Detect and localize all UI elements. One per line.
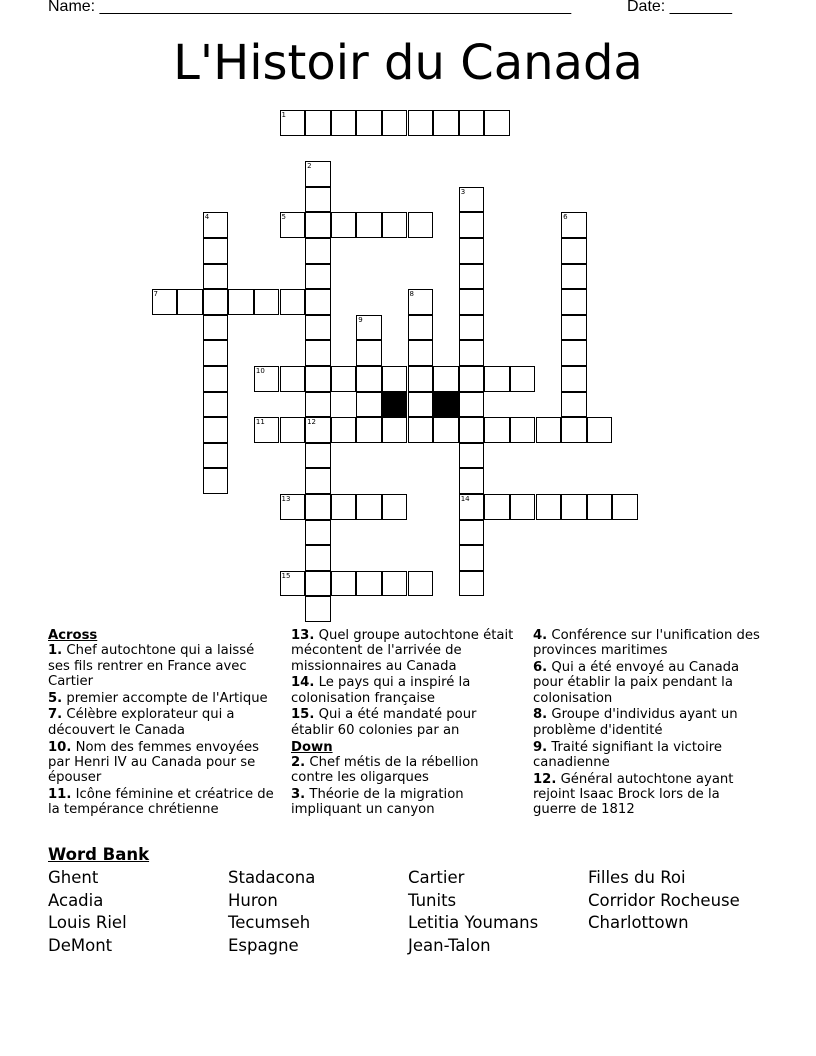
crossword-cell[interactable] — [305, 340, 331, 366]
crossword-cell[interactable] — [408, 315, 434, 341]
crossword-cell[interactable] — [203, 340, 229, 366]
crossword-cell[interactable] — [331, 110, 357, 136]
crossword-cell[interactable] — [331, 417, 357, 443]
crossword-cell[interactable] — [382, 366, 408, 392]
crossword-cell[interactable] — [356, 571, 382, 597]
crossword-cell[interactable] — [305, 596, 331, 622]
crossword-cell[interactable] — [561, 289, 587, 315]
crossword-cell[interactable] — [280, 289, 306, 315]
crossword-cell[interactable] — [356, 315, 382, 341]
crossword-cell[interactable] — [484, 110, 510, 136]
crossword-cell[interactable] — [433, 110, 459, 136]
crossword-cell[interactable] — [408, 392, 434, 418]
crossword-cell[interactable] — [459, 417, 485, 443]
crossword-cell[interactable] — [331, 571, 357, 597]
date-field-label: Date: _______ — [627, 0, 732, 15]
crossword-cell[interactable] — [382, 212, 408, 238]
word-bank-title: Word Bank — [48, 845, 150, 864]
crossword-cell[interactable] — [459, 571, 485, 597]
crossword-cell[interactable] — [356, 110, 382, 136]
word-bank-item: Stadacona — [228, 868, 316, 887]
crossword-cell[interactable] — [382, 571, 408, 597]
clue-number: 7 — [153, 290, 158, 299]
word-bank-item: Jean-Talon — [408, 936, 491, 955]
crossword-cell[interactable] — [203, 289, 229, 315]
crossword-cell[interactable] — [305, 110, 331, 136]
crossword-cell[interactable] — [587, 417, 613, 443]
crossword-cell[interactable] — [305, 238, 331, 264]
word-bank-item: Cartier — [408, 868, 465, 887]
clue-number: 15 — [281, 571, 291, 580]
crossword-cell[interactable] — [305, 264, 331, 290]
clue-15: 15. Qui a été mandaté pour établir 60 colonies par an — [291, 707, 477, 738]
crossword-cell[interactable] — [254, 289, 280, 315]
crossword-cell[interactable] — [408, 340, 434, 366]
word-bank-item: Acadia — [48, 891, 104, 910]
crossword-cell[interactable] — [459, 187, 485, 213]
clue-10: 10. Nom des femmes envoyées par Henri IV au Canada pour se épouser — [48, 739, 259, 786]
word-bank-item: Louis Riel — [48, 913, 127, 932]
crossword-cell[interactable] — [459, 366, 485, 392]
clue-6: 6. Qui a été envoyé au Canada pour établir la paix pendant la colonisation — [533, 660, 740, 706]
word-bank-item: Charlottown — [588, 913, 689, 932]
crossword-cell[interactable] — [587, 494, 613, 520]
crossword-cell[interactable] — [459, 238, 485, 264]
crossword-cell[interactable] — [408, 366, 434, 392]
crossword-cell[interactable] — [356, 366, 382, 392]
crossword-cell[interactable] — [305, 520, 331, 546]
crossword-cell[interactable] — [510, 494, 536, 520]
clues-column-2 — [291, 628, 519, 819]
crossword-cell[interactable] — [203, 366, 229, 392]
crossword-cell[interactable] — [561, 340, 587, 366]
crossword-cell[interactable] — [433, 417, 459, 443]
crossword-cell[interactable] — [459, 443, 485, 469]
crossword-cell[interactable] — [561, 315, 587, 341]
crossword-cell[interactable] — [459, 289, 485, 315]
crossword-cell[interactable] — [356, 417, 382, 443]
crossword-cell[interactable] — [433, 366, 459, 392]
crossword-cell[interactable] — [459, 315, 485, 341]
clue-11: 11. Icône féminine et créatrice de la tempérance chrétienne — [48, 786, 274, 818]
crossword-cell[interactable] — [382, 494, 408, 520]
crossword-cell[interactable] — [280, 494, 306, 520]
word-bank-item: DeMont — [48, 936, 113, 955]
crossword-cell[interactable] — [484, 366, 510, 392]
crossword-cell[interactable] — [356, 340, 382, 366]
crossword-cell[interactable] — [305, 494, 331, 520]
crossword-cell[interactable] — [382, 110, 408, 136]
crossword-cell[interactable] — [331, 212, 357, 238]
crossword-cell[interactable] — [280, 366, 306, 392]
crossword-cell[interactable] — [203, 443, 229, 469]
word-bank-item: Espagne — [228, 936, 299, 955]
word-bank-item: Tecumseh — [228, 913, 311, 932]
crossword-cell[interactable] — [305, 392, 331, 418]
crossword-cell[interactable] — [203, 212, 229, 238]
crossword-cell[interactable] — [305, 545, 331, 571]
word-bank-item: Filles du Roi — [588, 868, 686, 887]
crossword-cell[interactable] — [536, 417, 562, 443]
crossword-cell[interactable] — [459, 520, 485, 546]
crossword-cell[interactable] — [305, 366, 331, 392]
crossword-cell[interactable] — [459, 545, 485, 571]
crossword-cell[interactable] — [510, 366, 536, 392]
clue-number: 11 — [255, 418, 265, 427]
clue-number: 5 — [281, 213, 286, 222]
crossword-cell[interactable] — [612, 494, 638, 520]
crossword-cell[interactable] — [408, 417, 434, 443]
crossword-black-cell — [433, 392, 459, 418]
crossword-cell[interactable] — [280, 417, 306, 443]
crossword-cell[interactable] — [484, 494, 510, 520]
across-heading: Across — [48, 628, 98, 643]
crossword-cell[interactable] — [203, 417, 229, 443]
crossword-cell[interactable] — [203, 315, 229, 341]
clue-number: 2 — [307, 162, 312, 171]
crossword-cell[interactable] — [203, 264, 229, 290]
clues-column-1 — [48, 628, 276, 819]
clue-14: 14. Le pays qui a inspiré la colonisation française — [291, 675, 471, 706]
word-bank-item: Letitia Youmans — [408, 913, 539, 932]
clue-9: 9. Traité signifiant la victoire canadienne — [533, 739, 722, 770]
clue-number: 12 — [307, 418, 317, 427]
crossword-cell[interactable] — [152, 289, 178, 315]
crossword-cell[interactable] — [561, 212, 587, 238]
crossword-cell[interactable] — [408, 110, 434, 136]
crossword-cell[interactable] — [561, 417, 587, 443]
word-bank-item: Corridor Rocheuse — [588, 891, 740, 910]
crossword-cell[interactable] — [331, 366, 357, 392]
crossword-cell[interactable] — [382, 417, 408, 443]
crossword-cell[interactable] — [305, 571, 331, 597]
crossword-cell[interactable] — [408, 289, 434, 315]
crossword-cell[interactable] — [561, 264, 587, 290]
name-field-label: Name: _____________________________________________________ — [48, 0, 572, 15]
crossword-cell[interactable] — [408, 571, 434, 597]
clue-number: 14 — [460, 495, 470, 503]
clues-column-3 — [533, 628, 761, 819]
crossword-cell[interactable] — [305, 315, 331, 341]
crossword-cell[interactable] — [459, 392, 485, 418]
crossword-cell[interactable] — [561, 238, 587, 264]
word-bank-item: Ghent — [48, 868, 99, 887]
clue-12: 12. Général autochtone ayant rejoint Isaac Brock lors de la guerre de 1812 — [533, 771, 734, 818]
crossword-cell[interactable] — [228, 289, 254, 315]
clue-number: 1 — [281, 111, 286, 119]
crossword-cell[interactable] — [459, 212, 485, 238]
word-bank-item: Huron — [228, 891, 278, 910]
page-title: L'Histoir du Canada — [173, 35, 643, 91]
crossword-cell[interactable] — [356, 392, 382, 418]
clue-13: 13. Quel groupe autochtone était mécontent de l'arrivée de missionnaires au Canada — [291, 628, 514, 674]
crossword-cell[interactable] — [459, 340, 485, 366]
crossword-cell[interactable] — [356, 494, 382, 520]
crossword-cell[interactable] — [254, 417, 280, 443]
crossword-cell[interactable] — [356, 212, 382, 238]
clue-1: 1. Chef autochtone qui a laissé ses fils rentrer en France avec Cartier — [48, 643, 255, 689]
crossword-black-cell — [382, 392, 408, 418]
crossword-cell[interactable] — [331, 494, 357, 520]
crossword-cell[interactable] — [305, 417, 331, 443]
down-heading: Down — [291, 739, 333, 755]
crossword-cell[interactable] — [177, 289, 203, 315]
crossword-cell[interactable] — [459, 110, 485, 136]
clue-3: 3. Théorie de la migration impliquant un canyon — [291, 786, 464, 818]
crossword-cell[interactable] — [280, 571, 306, 597]
crossword-cell[interactable] — [305, 161, 331, 187]
crossword-cell[interactable] — [203, 238, 229, 264]
crossword-cell[interactable] — [305, 187, 331, 213]
crossword-cell[interactable] — [203, 468, 229, 494]
crossword-cell[interactable] — [459, 264, 485, 290]
crossword-cell[interactable] — [561, 366, 587, 392]
clue-number: 13 — [281, 495, 291, 503]
crossword-cell[interactable] — [305, 443, 331, 469]
crossword-cell[interactable] — [203, 392, 229, 418]
crossword-cell[interactable] — [305, 468, 331, 494]
crossword-cell[interactable] — [561, 392, 587, 418]
clue-7: 7. Célèbre explorateur qui a découvert le Canada — [48, 707, 235, 738]
clue-number: 8 — [409, 290, 414, 299]
word-bank-item: Tunits — [408, 891, 457, 910]
crossword-cell[interactable] — [536, 494, 562, 520]
clue-number: 4 — [204, 213, 210, 222]
crossword-cell[interactable] — [510, 417, 536, 443]
crossword-cell[interactable] — [280, 212, 306, 238]
crossword-cell[interactable] — [408, 212, 434, 238]
clue-5: 5. premier accompte de l'Artique — [48, 690, 268, 706]
clue-number: 6 — [563, 213, 568, 222]
clue-number: 9 — [358, 315, 363, 324]
crossword-cell[interactable] — [305, 289, 331, 315]
crossword-cell[interactable] — [254, 366, 280, 392]
crossword-cell[interactable] — [280, 110, 306, 136]
clue-8: 8. Groupe d'individus ayant un problème d'identité — [533, 707, 738, 738]
crossword-cell[interactable] — [561, 494, 587, 520]
crossword-cell[interactable] — [305, 212, 331, 238]
clue-number: 3 — [460, 187, 466, 196]
crossword-cell[interactable] — [484, 417, 510, 443]
crossword-cell[interactable] — [459, 468, 485, 494]
clue-4: 4. Conférence sur l'unification des provinces maritimes — [533, 628, 760, 659]
crossword-cell[interactable] — [459, 494, 485, 520]
clue-number: 10 — [255, 367, 265, 375]
clue-2: 2. Chef métis de la rébellion contre les oligarques — [291, 754, 479, 786]
